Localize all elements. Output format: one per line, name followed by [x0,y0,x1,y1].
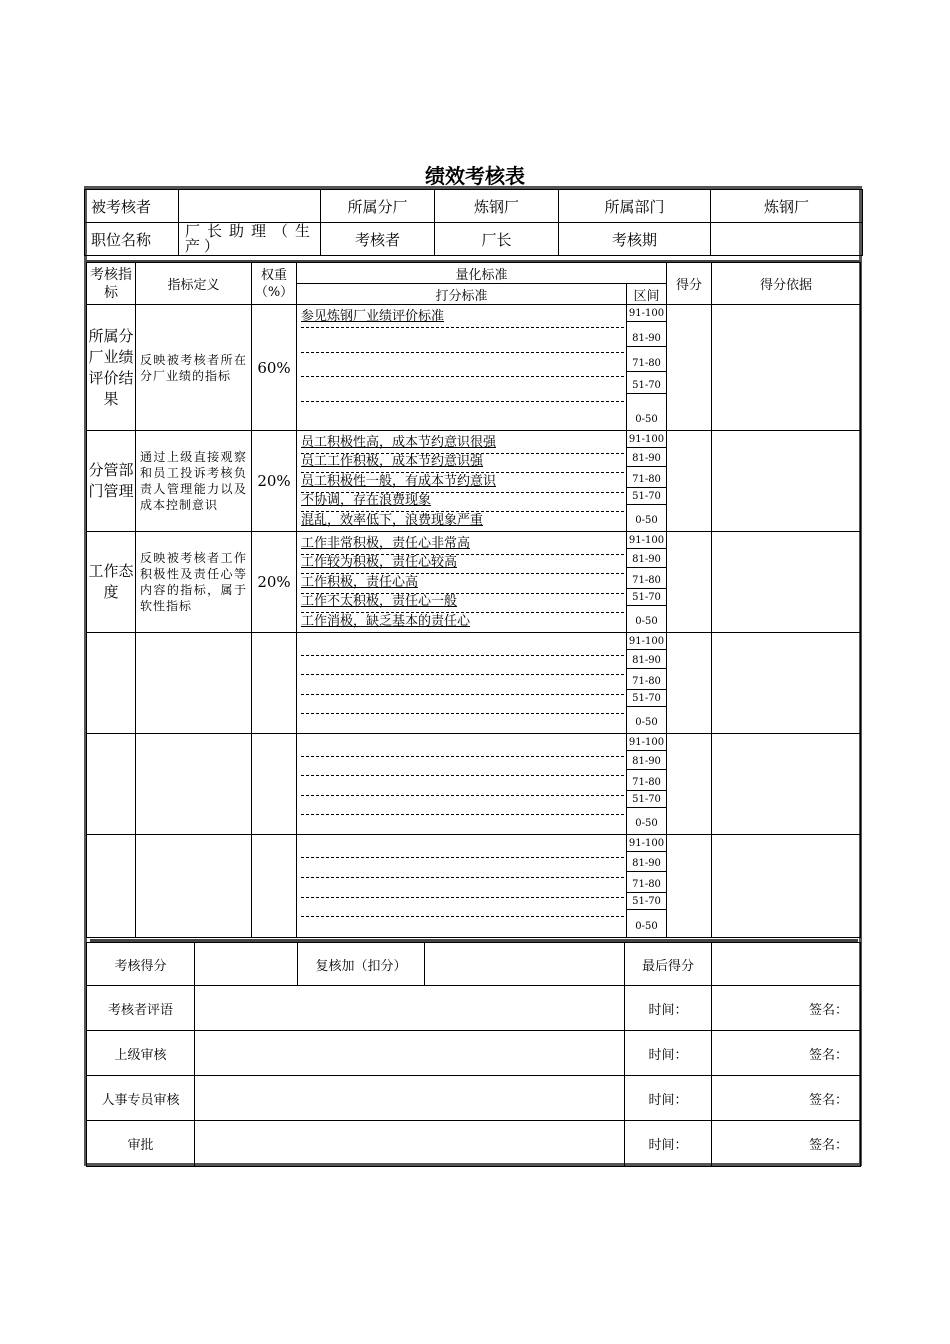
range-label: 81-90 [627,857,666,872]
range-label: 81-90 [627,553,666,568]
time-label: 时间： [625,1121,712,1167]
criteria-line [301,896,624,917]
indicator-row [87,305,861,431]
criteria-text: 工作不太积极，责任心一般 [301,594,458,609]
info-row-1 [85,190,863,223]
header-quant: 量化标准 [297,263,667,284]
range-label: 0-50 [635,616,658,627]
range-label: 51-70 [627,692,666,707]
score-cell[interactable] [667,532,712,633]
approval-comment[interactable] [195,1076,625,1121]
range-label: 51-70 [627,490,666,505]
criteria-line [301,472,624,493]
criteria-text: 员工工作积极，成本节约意识强 [301,454,484,469]
criteria-line [301,755,624,776]
header-row-1 [87,263,861,284]
evaluatee-label: 被考核者 [85,190,179,223]
header-scoring: 打分标准 [297,284,627,305]
info-row-2 [85,223,863,256]
header-score: 得分 [667,263,712,305]
range-label: 71-80 [627,574,666,589]
range-label: 71-80 [627,878,666,893]
info-table [84,189,863,256]
indicator-weight [252,734,297,835]
criteria-line [301,857,624,878]
period-value[interactable] [711,223,863,256]
approval-comment[interactable] [195,1031,625,1076]
indicator-row [87,532,861,633]
range-label: 0-50 [635,921,658,932]
indicator-row [87,431,861,532]
criteria-cell [297,431,627,532]
criteria-line [301,491,624,512]
sign-label: 签名： [712,986,861,1031]
period-label: 考核期 [559,223,711,256]
range-label: 91-100 [627,534,666,549]
range-cell [627,734,667,835]
range-label: 0-50 [635,818,658,829]
indicator-definition [136,633,252,734]
criteria-text: 员工积极性高，成本节约意识很强 [301,435,497,450]
approval-label: 人事专员审核 [87,1076,195,1121]
criteria-line [301,307,624,328]
criteria-line [301,635,624,656]
indicator-row [87,633,861,734]
range-label: 71-80 [627,776,666,791]
header-weight: 权重（%） [252,263,297,305]
sign-label: 签名： [712,1121,861,1167]
approval-label: 上级审核 [87,1031,195,1076]
criteria-line [301,553,624,574]
range-label: 51-70 [627,793,666,808]
range-label: 0-50 [635,717,658,728]
criteria-line [301,837,624,858]
range-cell [627,835,667,938]
criteria-cell [297,532,627,633]
criteria-text: 混乱，效率低下，浪费现象严重 [301,513,484,528]
score-value[interactable] [195,943,298,986]
criteria-text: 工作消极，缺乏基本的责任心 [301,614,471,629]
position-label: 职位名称 [85,223,179,256]
indicator-name: 工作态度 [87,532,136,633]
criteria-text: 参见炼钢厂业绩评价标准 [301,309,445,324]
criteria-line [301,814,624,834]
indicator-name [87,633,136,734]
final-value[interactable] [712,943,861,986]
range-cell [627,532,667,633]
criteria-cell [297,835,627,938]
range-label: 71-80 [627,473,666,488]
indicator-name [87,835,136,938]
approval-comment[interactable] [195,1121,625,1167]
review-value[interactable] [425,943,625,986]
evaluatee-value[interactable] [179,190,321,223]
basis-cell[interactable] [712,431,861,532]
position-value[interactable]: 厂长助理（生产） [179,223,321,256]
score-cell[interactable] [667,431,712,532]
evaluator-value[interactable]: 厂长 [435,223,559,256]
range-label: 51-70 [627,895,666,910]
approval-row [87,1121,861,1167]
time-label: 时间： [625,986,712,1031]
range-label: 0-50 [635,515,658,526]
sign-label: 签名： [712,1031,861,1076]
approval-row [87,1076,861,1121]
score-row [87,943,861,986]
criteria-cell [297,305,627,431]
indicator-weight: 60% [252,305,297,431]
range-label: 91-100 [627,837,666,852]
criteria-line [301,592,624,613]
criteria-line [301,534,624,555]
approval-label: 考核者评语 [87,986,195,1031]
department-value[interactable]: 炼钢厂 [711,190,863,223]
score-cell[interactable] [667,734,712,835]
approval-row [87,986,861,1031]
range-label: 81-90 [627,755,666,770]
indicator-definition: 反映被考核者工作积极性及责任心等内容的指标，属于软性指标 [136,532,252,633]
header-basis: 得分依据 [712,263,861,305]
indicator-weight [252,835,297,938]
range-label: 91-100 [627,635,666,650]
criteria-line [301,433,624,454]
score-cell[interactable] [667,305,712,431]
criteria-text: 工作非常积极，责任心非常高 [301,536,471,551]
criteria-line [301,405,624,425]
basis-cell[interactable] [712,835,861,938]
indicator-weight: 20% [252,431,297,532]
criteria-text: 工作积极，责任心高 [301,575,419,590]
range-label: 91-100 [627,736,666,751]
indicator-name: 所属分厂业绩评价结果 [87,305,136,431]
criteria-cell [297,633,627,734]
criteria-text: 员工积极性一般，有成本节约意识 [301,474,497,489]
range-label: 81-90 [627,332,666,347]
sign-label: 签名： [712,1076,861,1121]
final-label: 最后得分 [625,943,712,986]
criteria-line [301,693,624,714]
indicator-weight: 20% [252,532,297,633]
footer-table [86,942,861,1167]
criteria-line [301,612,624,632]
approval-label: 审批 [87,1121,195,1167]
evaluator-label: 考核者 [321,223,435,256]
range-cell [627,305,667,431]
criteria-line [301,775,624,796]
range-label: 91-100 [627,307,666,322]
criteria-line [301,654,624,675]
indicator-definition: 通过上级直接观察和员工投诉考核负责人管理能力以及成本控制意识 [136,431,252,532]
criteria-line [301,381,624,402]
criteria-line [301,511,624,531]
criteria-line [301,794,624,815]
indicator-weight [252,633,297,734]
indicator-name [87,734,136,835]
criteria-text: 不协调，存在浪费现象 [301,493,432,508]
criteria-line [301,674,624,695]
range-cell [627,431,667,532]
range-label: 81-90 [627,452,666,467]
criteria-cell [297,734,627,835]
criteria-line [301,356,624,377]
branch-value[interactable]: 炼钢厂 [435,190,559,223]
header-range: 区间 [627,284,667,305]
range-label: 71-80 [627,675,666,690]
indicator-definition [136,734,252,835]
basis-cell[interactable] [712,305,861,431]
department-label: 所属部门 [559,190,711,223]
approval-comment[interactable] [195,986,625,1031]
indicator-row [87,734,861,835]
range-label: 91-100 [627,433,666,448]
score-cell[interactable] [667,835,712,938]
range-label: 71-80 [627,357,666,372]
criteria-text: 工作较为积极，责任心较高 [301,555,458,570]
time-label: 时间： [625,1031,712,1076]
criteria-line [301,736,624,757]
indicator-name: 分管部门管理 [87,431,136,532]
criteria-line [301,713,624,733]
criteria-line [301,573,624,594]
range-cell [627,633,667,734]
basis-cell[interactable] [712,633,861,734]
header-definition: 指标定义 [136,263,252,305]
criteria-line [301,452,624,473]
indicator-definition [136,835,252,938]
score-label: 考核得分 [87,943,195,986]
criteria-line [301,916,624,936]
score-cell[interactable] [667,633,712,734]
basis-cell[interactable] [712,532,861,633]
branch-label: 所属分厂 [321,190,435,223]
page-title: 绩效考核表 [425,164,525,188]
indicator-table [86,262,861,938]
range-label: 0-50 [635,414,658,425]
range-label: 51-70 [627,379,666,394]
review-label: 复核加（扣分） [298,943,425,986]
criteria-line [301,877,624,898]
approval-row [87,1031,861,1076]
basis-cell[interactable] [712,734,861,835]
header-indicator: 考核指标 [87,263,136,305]
indicator-row [87,835,861,938]
range-label: 51-70 [627,591,666,606]
time-label: 时间： [625,1076,712,1121]
criteria-line [301,332,624,353]
indicator-definition: 反映被考核者所在分厂业绩的指标 [136,305,252,431]
range-label: 81-90 [627,654,666,669]
